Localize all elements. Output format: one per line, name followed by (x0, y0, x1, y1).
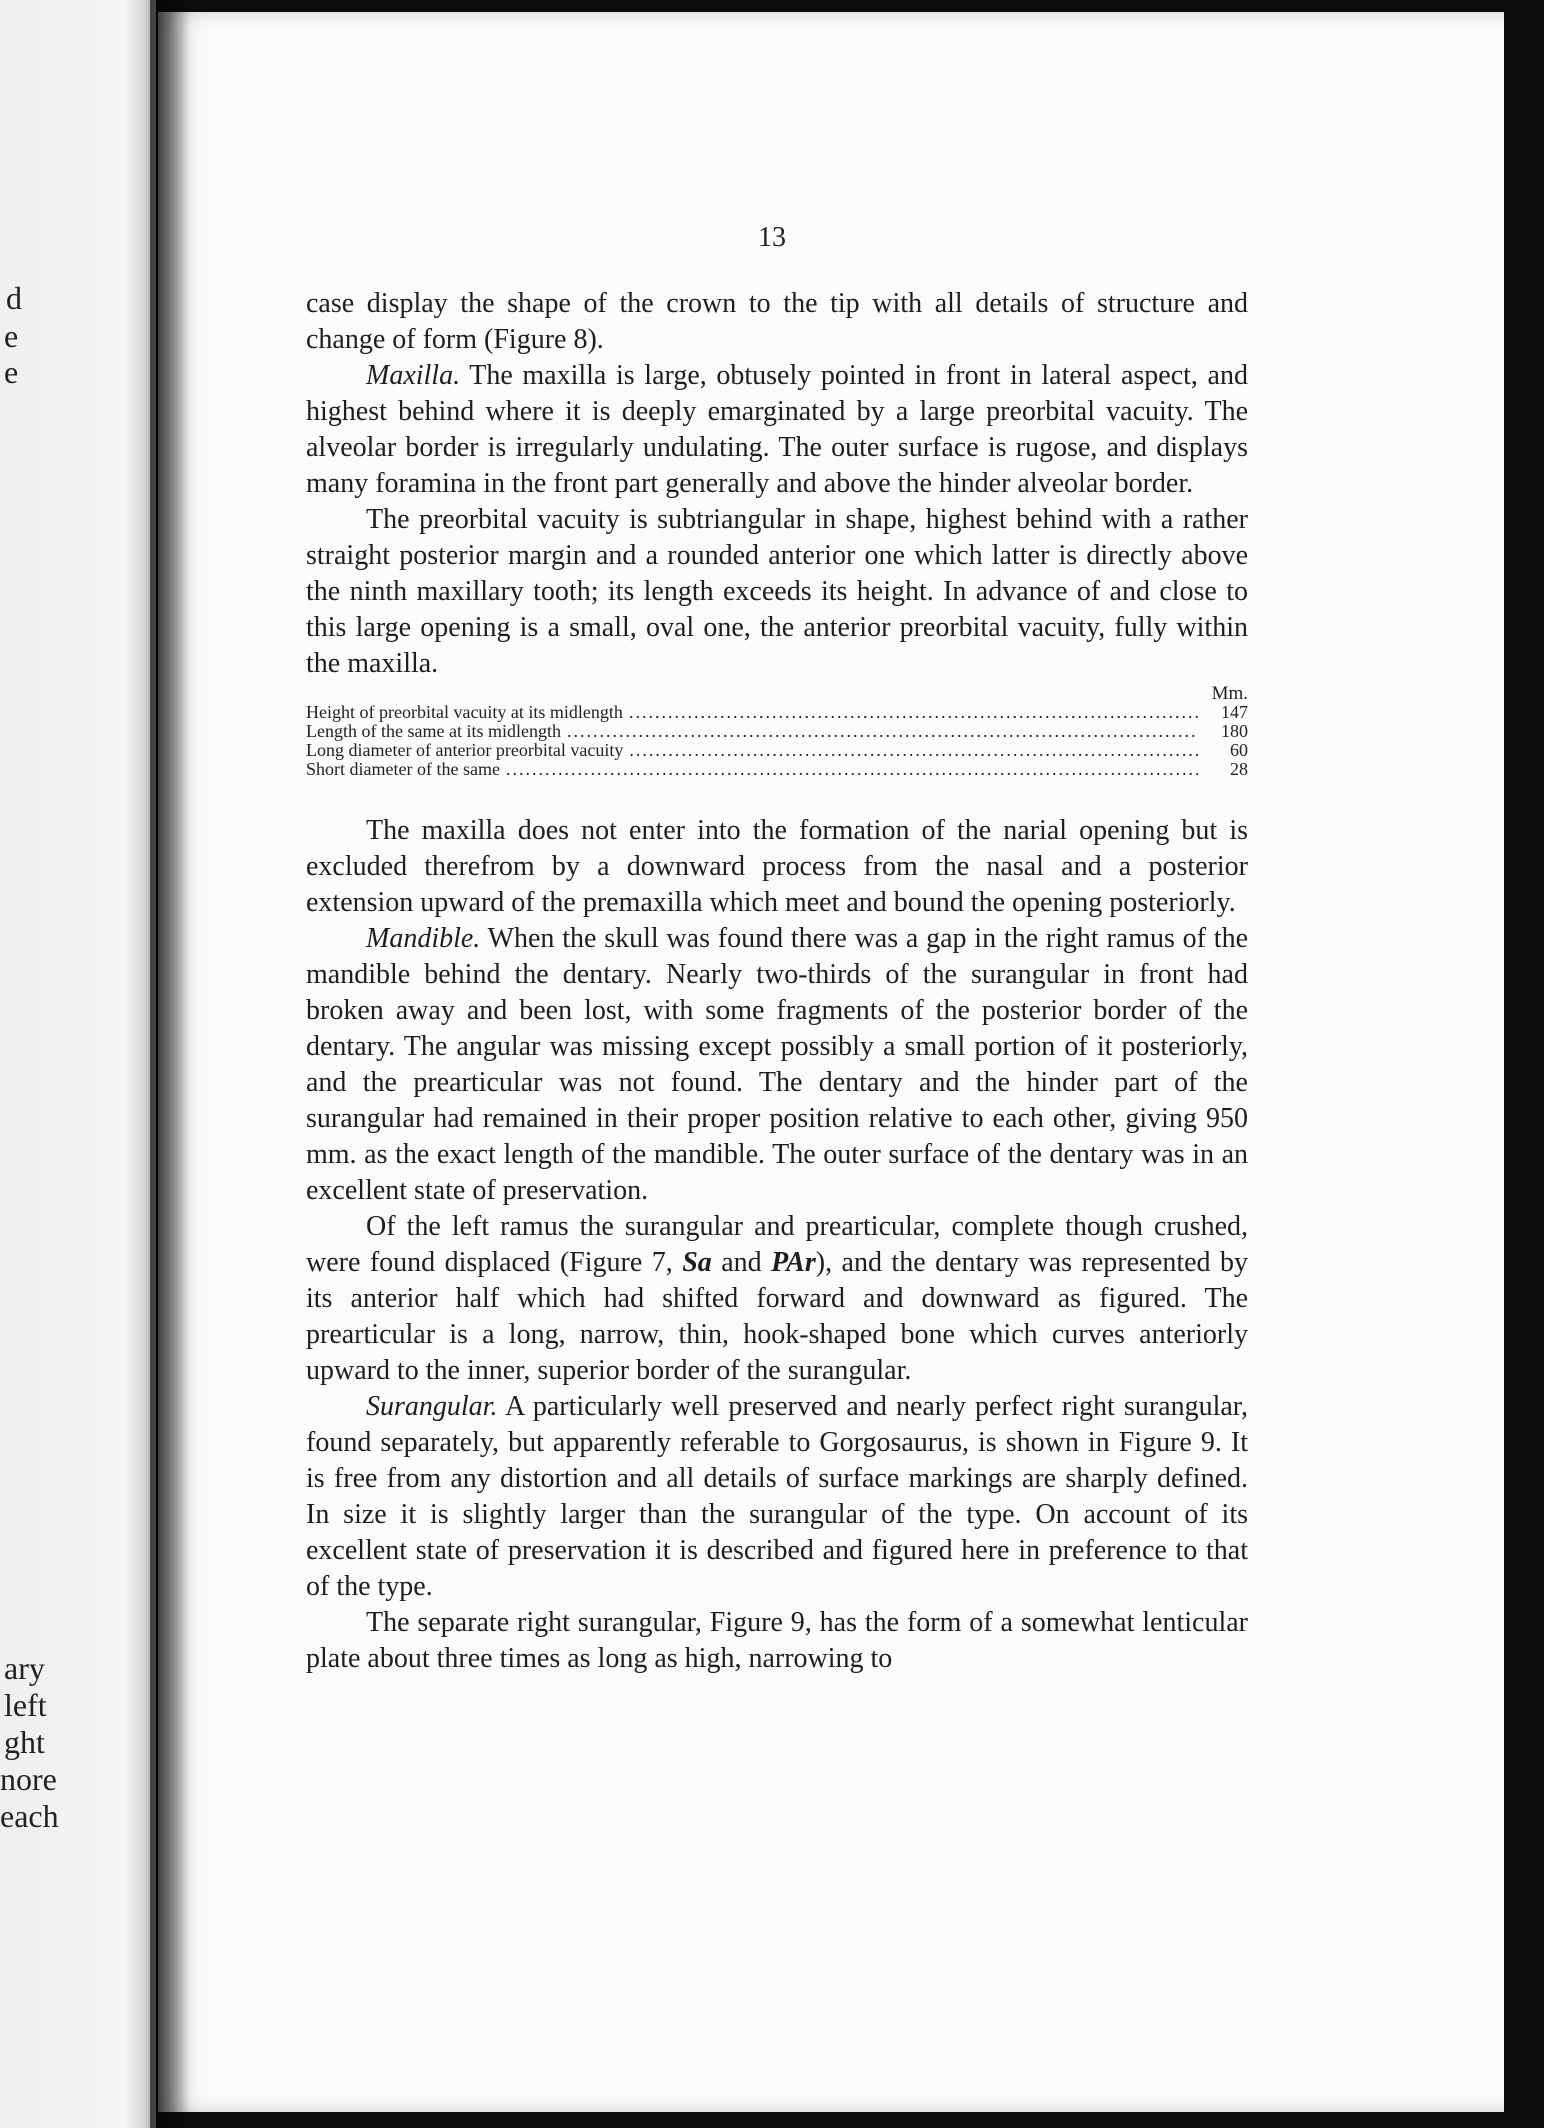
section-lead: Maxilla. (366, 360, 461, 391)
measurement-row (306, 722, 1248, 741)
measurement-value: 28 (1230, 759, 1248, 779)
dot-leader (506, 760, 1198, 779)
gutter-shadow (150, 0, 190, 2128)
measurement-label: Long diameter of anterior preorbital vacuity (306, 740, 624, 760)
paragraph-text: ), and the dentary was represented by its anterior half which had shifted forward and downward as figured. The prearticular is a long, narrow, thin, hook-shaped bone which curves anteriorly upward to the inner, superior border of the surangular. (306, 1247, 1249, 1386)
left-page-fragment: e (4, 354, 19, 390)
paragraph (306, 286, 1248, 358)
paragraph-mandible (306, 921, 1248, 1209)
left-page-fragment: left (4, 1687, 47, 1723)
figure-label-sa: Sa (682, 1247, 712, 1278)
paragraph (306, 813, 1248, 921)
paragraph-text: When the skull was found there was a gap in the right ramus of the mandible behind the dentary. Nearly two-thirds of the surangular in front had broken away and been lost, with some fragments of the posterior border of the dentary. The angular was missing except possibly a small portion of it posteriorly, and the prearticular was not found. The dentary and the hinder part of the surangular had remained in their proper position relative to each other, giving 950 mm. as the exact length of the mandible. The outer surface of the dentary was in an excellent state of preservation. (306, 923, 1248, 1206)
left-page-fragment: each (0, 1798, 59, 1834)
left-page-fragment: ary (4, 1650, 45, 1686)
left-page-fragment: e (4, 318, 19, 354)
paragraph-text: A particularly well preserved and nearly perfect right surangular, found separately, but apparently referable to Gorgosaurus, is shown in Figure 9. It is free from any distortion and all details of surface markings are sharply defined. In size it is slightly larger than the surangular of the type. On account of its excellent state of preservation it is described and figured here in preference to that of the type. (306, 1391, 1248, 1602)
paragraph-text: The preorbital vacuity is subtriangular in shape, highest behind with a rather straight posterior margin and a rounded anterior one which latter is directly above the ninth maxillary tooth; its length exceeds its height. In advance of and close to this large opening is a small, oval one, the anterior preorbital vacuity, fully within the maxilla. (306, 504, 1248, 679)
left-facing-page (0, 0, 156, 2128)
paragraph-maxilla (306, 358, 1248, 502)
measurement-label: Height of preorbital vacuity at its midlength (306, 702, 623, 722)
measurement-row (306, 760, 1248, 779)
paragraph-text: case display the shape of the crown to the tip with all details of structure and change of form (Figure 8). (306, 288, 1248, 355)
unit-header: Mm. (1211, 683, 1248, 704)
dot-leader (567, 722, 1198, 741)
measurement-label: Length of the same at its midlength (306, 721, 561, 741)
measurement-table (306, 684, 1248, 779)
measurement-value: 180 (1221, 721, 1248, 741)
paragraph (306, 1209, 1248, 1389)
page-number: 13 (758, 222, 786, 253)
measurement-value: 60 (1230, 740, 1248, 760)
section-lead: Mandible. (366, 923, 481, 954)
paragraph (306, 1605, 1248, 1677)
paragraph (306, 502, 1248, 682)
left-page-fragment: nore (0, 1761, 57, 1797)
paragraph-text: The maxilla is large, obtusely pointed in front in lateral aspect, and highest behind where it is deeply emarginated by a large preorbital vacuity. The alveolar border is irregularly undulating. The outer surface is rugose, and displays many foramina in the front part generally and above the hinder alveolar border. (306, 360, 1248, 499)
paragraph-surangular (306, 1389, 1248, 1605)
measurement-value: 147 (1221, 702, 1248, 722)
figure-label-par: PAr (771, 1247, 816, 1278)
section-lead: Surangular. (366, 1391, 498, 1422)
paragraph-text: The separate right surangular, Figure 9, has the form of a somewhat lenticular plate about three times as long as high, narrowing to (306, 1607, 1248, 1674)
paragraph-text: Of the left ramus the surangular and prearticular, complete though crushed, were found displaced (Figure 7, (306, 1211, 1248, 1278)
dot-leader (629, 741, 1198, 760)
measurement-row (306, 703, 1248, 722)
left-page-fragment: ght (4, 1724, 45, 1760)
measurement-row (306, 741, 1248, 760)
paragraph-text: The maxilla does not enter into the formation of the narial opening but is excluded therefrom by a downward process from the nasal and a posterior extension upward of the premaxilla which meet and bound the opening posteriorly. (306, 815, 1248, 918)
dot-leader (629, 703, 1198, 722)
body-text (306, 286, 1248, 1677)
measurement-label: Short diameter of the same (306, 759, 500, 779)
left-page-fragment: d (6, 280, 22, 316)
paragraph-text: and (711, 1247, 772, 1278)
